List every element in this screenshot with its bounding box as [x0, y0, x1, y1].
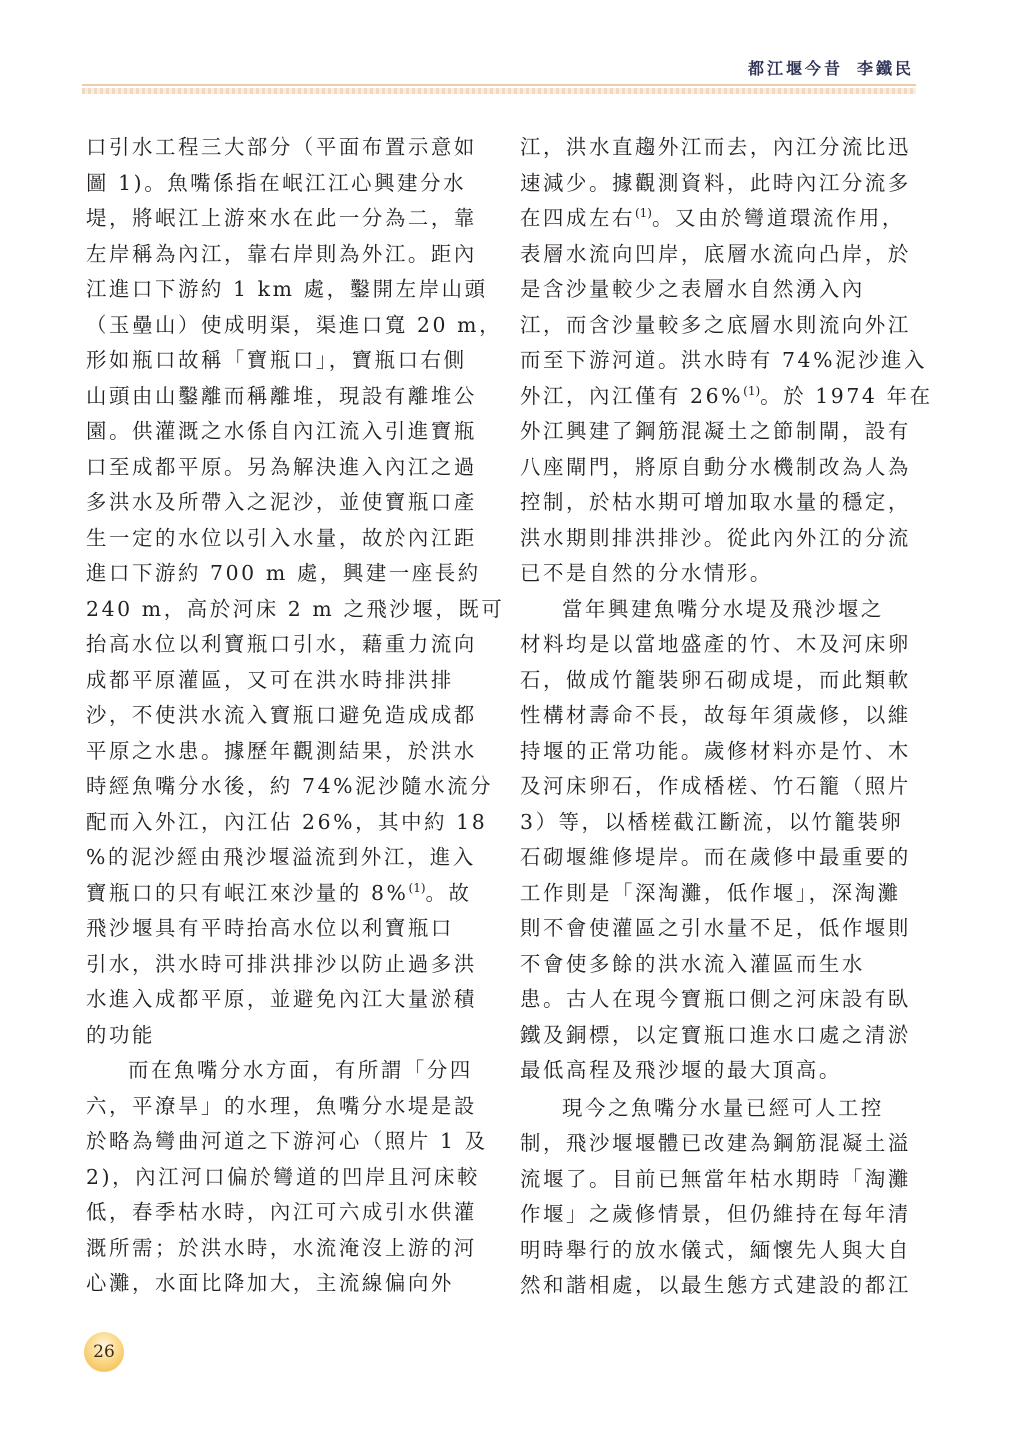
- text-line: 2)，內江河口偏於彎道的凹岸且河床較: [86, 1164, 480, 1189]
- text-line: 工作則是「深淘灘，低作堰」，深淘灘: [520, 880, 901, 905]
- text-line-with-footnote: 在四成左右$^{(1)}$。又由於彎道環流作用，: [520, 206, 905, 230]
- text-line: 堤，將岷江上游來水在此一分為二，靠: [86, 206, 477, 230]
- text-line: 引水，洪水時可排洪排沙以防止過多洪: [86, 951, 477, 976]
- text-line: 材料均是以當地盛產的竹、木及河床卵: [520, 632, 911, 656]
- paragraph-start: 而在魚嘴分水方面，有所謂「分四: [128, 1058, 473, 1082]
- paragraph-start: 當年興建魚嘴分水堤及飛沙堰之: [562, 596, 884, 621]
- text-line: （玉壘山）使成明渠，渠進口寬 20 m，: [86, 312, 503, 337]
- text-line: 速減少。據觀測資料，此時內江分流多: [520, 170, 911, 195]
- text-line: 然和諧相處，以最生態方式建設的都江: [520, 1273, 911, 1297]
- text-line: 成都平原灌區，又可在洪水時排洪排: [86, 667, 454, 692]
- text-line: 已不是自然的分水情形。: [520, 561, 773, 585]
- text-line: 於略為彎曲河道之下游河心（照片 1 及: [86, 1129, 488, 1153]
- text-line: 患。古人在現今寶瓶口側之河床設有臥: [520, 987, 911, 1011]
- text-line-with-footnote: 寶瓶口的只有岷江來沙量的 8%$^{(1)}$。故: [86, 880, 472, 905]
- text-line: 240 m，高於河床 2 m 之飛沙堰，既可: [86, 596, 505, 621]
- footnote-ref: (1): [634, 206, 652, 220]
- text-line: 持堰的正常功能。歲修材料亦是竹、木: [520, 738, 911, 763]
- running-header: [748, 56, 914, 79]
- text-line: 生一定的水位以引入水量，故於內江距: [86, 525, 477, 550]
- text-line: 不會使多餘的洪水流入灌區而生水: [520, 951, 865, 976]
- left-column: [86, 130, 505, 1302]
- text-line: 平原之水患。據歷年觀測結果，於洪水: [86, 738, 477, 763]
- text-line: 而至下游河道。洪水時有 74%泥沙進入: [520, 348, 928, 372]
- text-line: 鐵及銅標，以定寶瓶口進水口處之清淤: [520, 1022, 911, 1047]
- text-line: 外江興建了鋼筋混凝土之節制閘，設有: [520, 419, 911, 443]
- text-line: 抬高水位以利寶瓶口引水，藉重力流向: [86, 632, 477, 656]
- paragraph-start: 現今之魚嘴分水量已經可人工控: [562, 1095, 884, 1120]
- text-line: 時經魚嘴分水後，約 74%泥沙隨水流分: [86, 774, 494, 798]
- text-line: 控制，於枯水期可增加取水量的穩定，: [520, 490, 911, 514]
- text-line: 園。供灌溉之水係自內江流入引進寶瓶: [86, 419, 477, 443]
- text-line: 六，平潦旱」的水理，魚嘴分水堤是設: [86, 1093, 477, 1118]
- footnote-ref: (1): [743, 383, 761, 398]
- text-line: 進口下游約 700 m 處，興建一座長約: [86, 561, 481, 585]
- text-line: 溉所需；於洪水時，水流淹沒上游的河: [86, 1235, 477, 1260]
- text-line: 流堰了。目前已無當年枯水期時「淘灘: [520, 1166, 911, 1191]
- text-line: 多洪水及所帶入之泥沙，並使寶瓶口產: [86, 490, 477, 514]
- text-line: 江，洪水直趨外江而去，內江分流比迅: [520, 135, 911, 159]
- text-line: 心灘，水面比降加大，主流線偏向外: [86, 1271, 454, 1295]
- text-line: 江進口下游約 1 km 處，鑿開左岸山頭: [86, 277, 488, 301]
- text-line: 作堰」之歲修情景，但仍維持在每年清: [520, 1202, 911, 1226]
- page-number: 26: [93, 1342, 115, 1362]
- article-title: 都江堰今昔: [747, 59, 843, 78]
- ornament-line: [82, 84, 916, 86]
- text-line: 石，做成竹籠裝卵石砌成堤，而此類軟: [520, 667, 911, 692]
- page-number-badge: [84, 1332, 124, 1372]
- text-line: 圖 1)。魚嘴係指在岷江江心興建分水: [86, 170, 467, 195]
- text-line: 江，而含沙量較多之底層水則流向外江: [520, 312, 911, 337]
- text-line: 表層水流向凹岸，底層水流向凸岸，於: [520, 241, 911, 266]
- text-line: 沙，不使洪水流入寶瓶口避免造成成都: [86, 703, 477, 727]
- text-line: 洪水期則排洪排沙。從此內外江的分流: [520, 525, 911, 550]
- text-line: 水進入成都平原，並避免內江大量淤積: [86, 987, 477, 1011]
- text-line: 及河床卵石，作成楿槎、竹石籠（照片: [520, 774, 911, 798]
- author-name: 李鐵民: [856, 59, 914, 78]
- text-line: 的功能: [86, 1022, 155, 1047]
- text-line: 3）等，以楿槎截江斷流，以竹籠裝卵: [520, 809, 904, 834]
- ornament-pattern: [82, 88, 916, 94]
- footnote-ref: (1): [408, 880, 426, 895]
- text-line: 低，春季枯水時，內江可六成引水供灌: [86, 1200, 477, 1224]
- text-line: 性構材壽命不長，故每年須歲修，以維: [520, 703, 911, 727]
- text-line: 左岸稱為內江，靠右岸則為外江。距內: [86, 241, 477, 266]
- text-line: 則不會使灌區之引水量不足，低作堰則: [520, 916, 911, 940]
- header-ornament-rule: [82, 84, 916, 96]
- text-line: 形如瓶口故稱「寶瓶口」，寶瓶口右側: [86, 348, 467, 372]
- text-line: 最低高程及飛沙堰的最大頂高。: [520, 1058, 842, 1082]
- text-line: 八座閘門，將原自動分水機制改為人為: [520, 454, 911, 479]
- text-line: 山頭由山鑿離而稱離堆，現設有離堆公: [86, 383, 477, 408]
- text-line: 是含沙量較少之表層水自然湧入內: [520, 277, 865, 301]
- text-line-with-footnote: 外江，內江僅有 26%$^{(1)}$。於 1974 年在: [520, 383, 933, 408]
- text-line: 制，飛沙堰堰體已改建為鋼筋混凝土溢: [520, 1131, 911, 1155]
- text-line: 口引水工程三大部分（平面布置示意如: [86, 135, 477, 159]
- text-line: 石砌堰維修堤岸。而在歲修中最重要的: [520, 845, 911, 869]
- text-line: 口至成都平原。另為解決進入內江之過: [86, 454, 477, 479]
- text-line: 明時舉行的放水儀式，緬懷先人與大自: [520, 1237, 911, 1262]
- right-column: [520, 130, 933, 1304]
- text-line: 飛沙堰具有平時抬高水位以利寶瓶口: [86, 916, 454, 940]
- text-line: 配而入外江，內江佔 26%，其中約 18: [86, 809, 488, 834]
- text-line: %的泥沙經由飛沙堰溢流到外江，進入: [86, 845, 476, 869]
